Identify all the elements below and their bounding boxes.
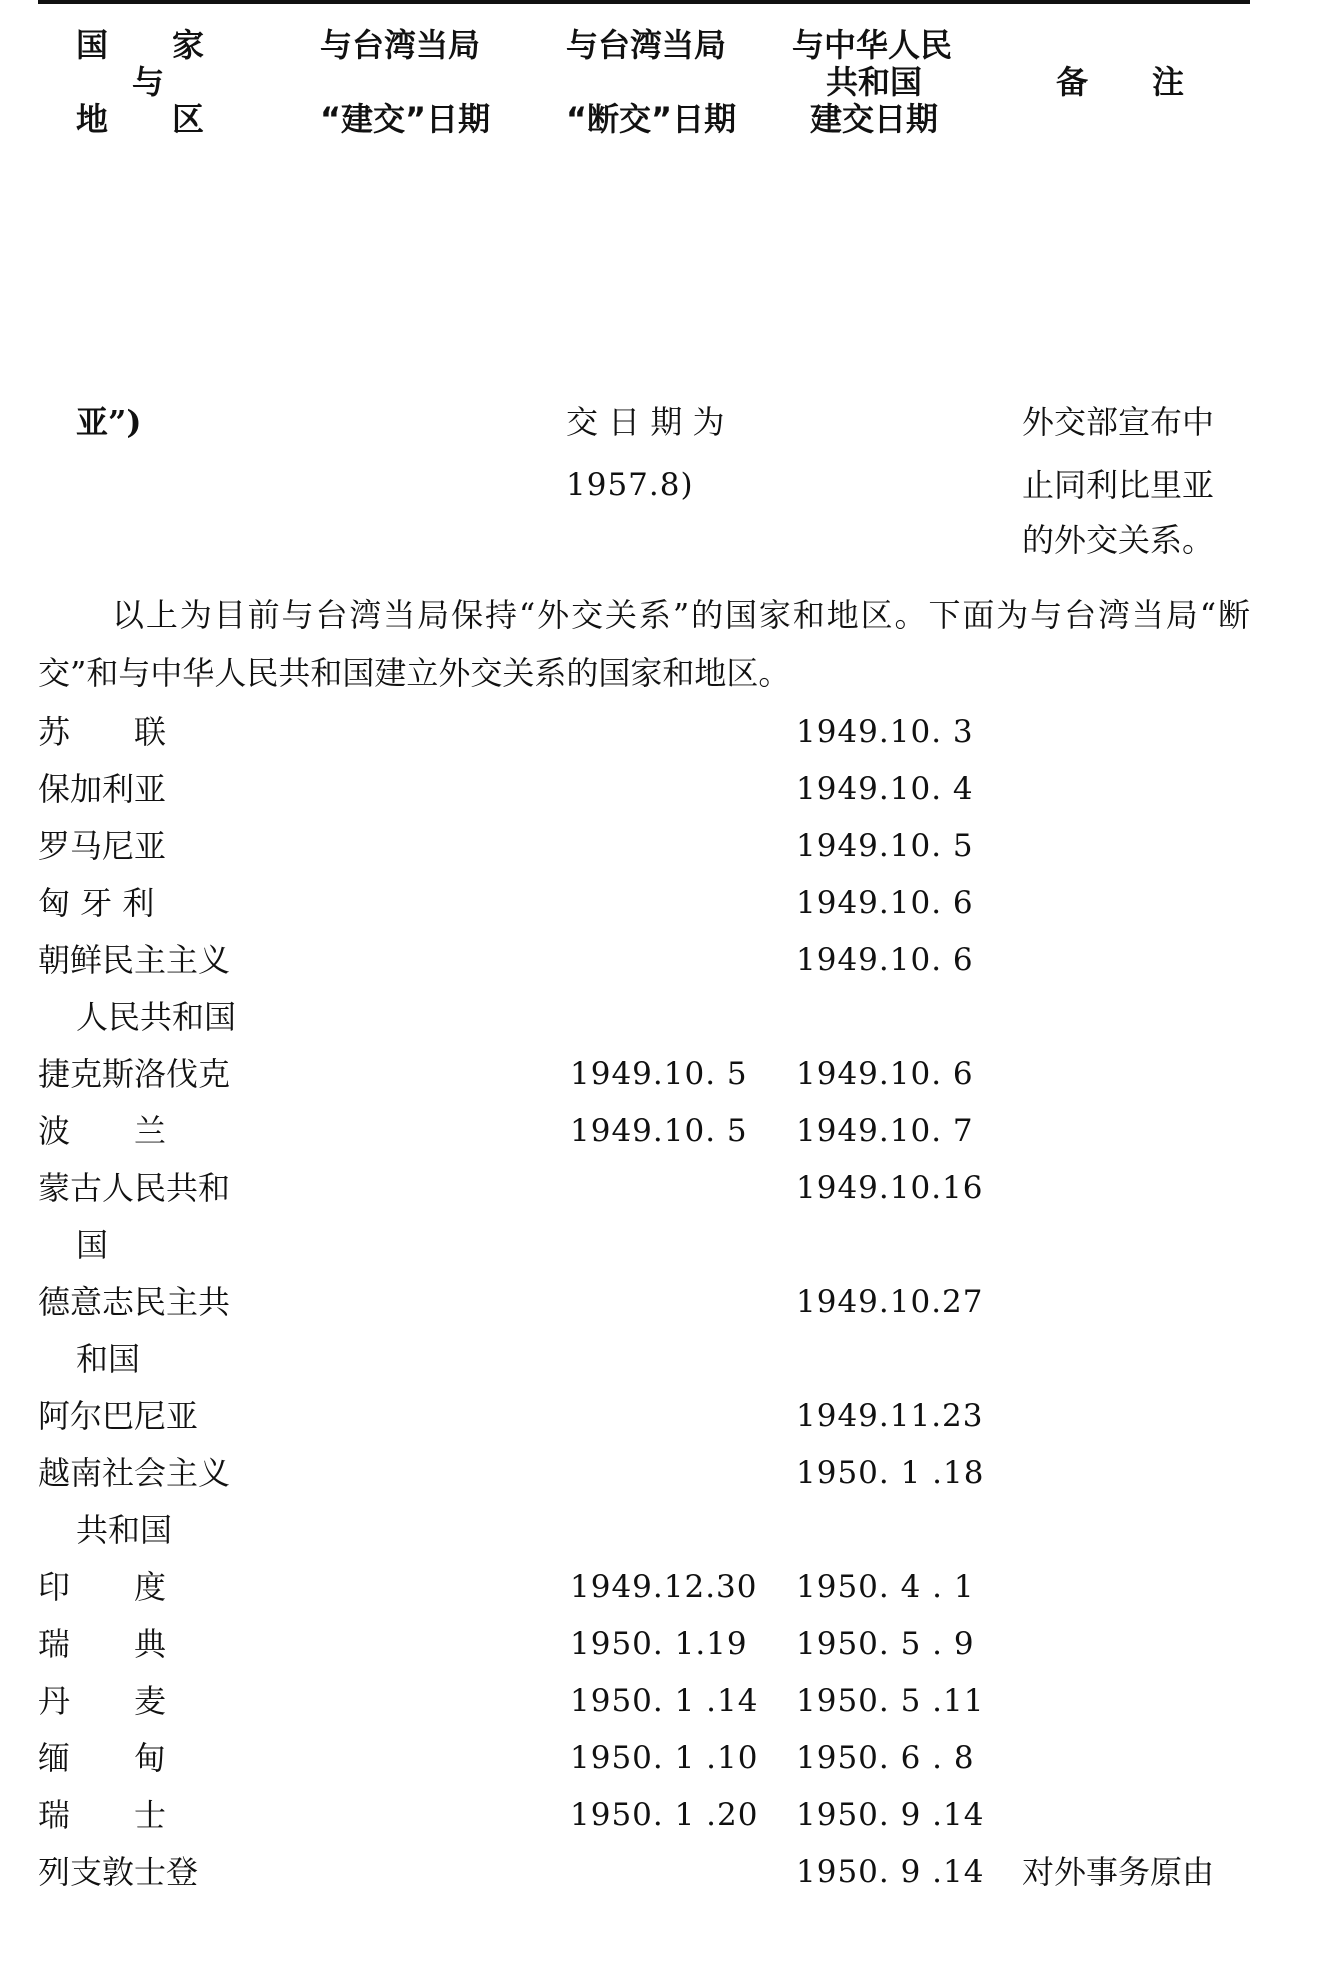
row-prc-date: 1949.10.27 (796, 1284, 984, 1320)
row-establish-date: 1950. 1 .14 (570, 1683, 759, 1719)
row-prc-date: 1949.10. 6 (796, 885, 974, 921)
paragraph-text: 以上为目前与台湾当局保持“外交关系”的国家和地区。下面为与台湾当局“断交”和与中华人民共和国建立外交关系的国家和地区。 (38, 596, 1250, 692)
continuation-break-line1: 交 日 期 为 (566, 403, 725, 441)
row-prc-date: 1950. 5 . 9 (796, 1626, 975, 1662)
row-prc-date: 1950. 9 .14 (796, 1854, 985, 1890)
row-country-continued: 国 (76, 1226, 109, 1264)
row-country-continued: 和国 (76, 1340, 141, 1378)
row-country: 列支敦士登 (38, 1853, 199, 1891)
row-country: 越南社会主义 (38, 1454, 231, 1492)
row-prc-date: 1950. 4 . 1 (796, 1569, 975, 1605)
continuation-note-line2: 止同利比里亚 (1022, 466, 1215, 504)
row-prc-date: 1949.10. 6 (796, 1056, 974, 1092)
header-country-line3: 地 区 (76, 100, 205, 138)
row-country: 印 度 (38, 1568, 167, 1606)
header-country-line1: 国 家 (76, 26, 205, 64)
row-country: 罗马尼亚 (38, 827, 167, 865)
row-establish-date: 1949.10. 5 (570, 1113, 748, 1149)
row-country: 朝鲜民主主义 (38, 941, 231, 979)
header-establish-line2: “建交”日期 (320, 100, 491, 138)
row-country: 匈 牙 利 (38, 884, 155, 922)
row-note: 对外事务原由 (1022, 1853, 1215, 1891)
row-country: 丹 麦 (38, 1682, 167, 1720)
row-establish-date: 1950. 1.19 (570, 1626, 748, 1662)
row-establish-date: 1950. 1 .10 (570, 1740, 759, 1776)
header-country-line2: 与 (132, 63, 165, 101)
row-prc-date: 1949.10. 3 (796, 714, 974, 750)
row-country: 瑞 士 (38, 1796, 167, 1834)
row-establish-date: 1949.12.30 (570, 1569, 758, 1605)
row-country: 德意志民主共 (38, 1283, 231, 1321)
row-prc-date: 1950. 6 . 8 (796, 1740, 975, 1776)
header-establish-line1: 与台湾当局 (320, 26, 481, 64)
row-country: 阿尔巴尼亚 (38, 1397, 199, 1435)
header-prc-line1: 与中华人民 (792, 26, 953, 64)
row-country-continued: 人民共和国 (76, 998, 237, 1036)
row-prc-date: 1950. 1 .18 (796, 1455, 985, 1491)
row-prc-date: 1950. 9 .14 (796, 1797, 985, 1833)
continuation-note-line1: 外交部宣布中 (1022, 403, 1215, 441)
row-prc-date: 1949.10. 7 (796, 1113, 974, 1149)
continuation-note-line3: 的外交关系。 (1022, 521, 1215, 559)
row-country: 缅 甸 (38, 1739, 167, 1777)
continuation-country: 亚”) (76, 403, 142, 441)
row-country-continued: 共和国 (76, 1511, 173, 1549)
row-country: 波 兰 (38, 1112, 167, 1150)
row-country: 苏 联 (38, 713, 167, 751)
row-prc-date: 1950. 5 .11 (796, 1683, 985, 1719)
row-country: 蒙古人民共和 (38, 1169, 231, 1207)
row-prc-date: 1949.10. 4 (796, 771, 974, 807)
header-note: 备 注 (1056, 63, 1185, 101)
row-country: 瑞 典 (38, 1625, 167, 1663)
continuation-break-line2: 1957.8) (566, 467, 694, 503)
explanatory-paragraph (38, 586, 1250, 702)
header-prc-line3: 建交日期 (810, 100, 939, 138)
header-prc-line2: 共和国 (826, 63, 923, 101)
row-establish-date: 1950. 1 .20 (570, 1797, 759, 1833)
row-prc-date: 1949.10. 6 (796, 942, 974, 978)
row-establish-date: 1949.10. 5 (570, 1056, 748, 1092)
row-prc-date: 1949.11.23 (796, 1398, 984, 1434)
row-country: 捷克斯洛伐克 (38, 1055, 231, 1093)
top-rule (38, 0, 1250, 4)
row-prc-date: 1949.10.16 (796, 1170, 984, 1206)
header-break-line2: “断交”日期 (566, 100, 737, 138)
row-country: 保加利亚 (38, 770, 167, 808)
header-break-line1: 与台湾当局 (566, 26, 727, 64)
row-prc-date: 1949.10. 5 (796, 828, 974, 864)
